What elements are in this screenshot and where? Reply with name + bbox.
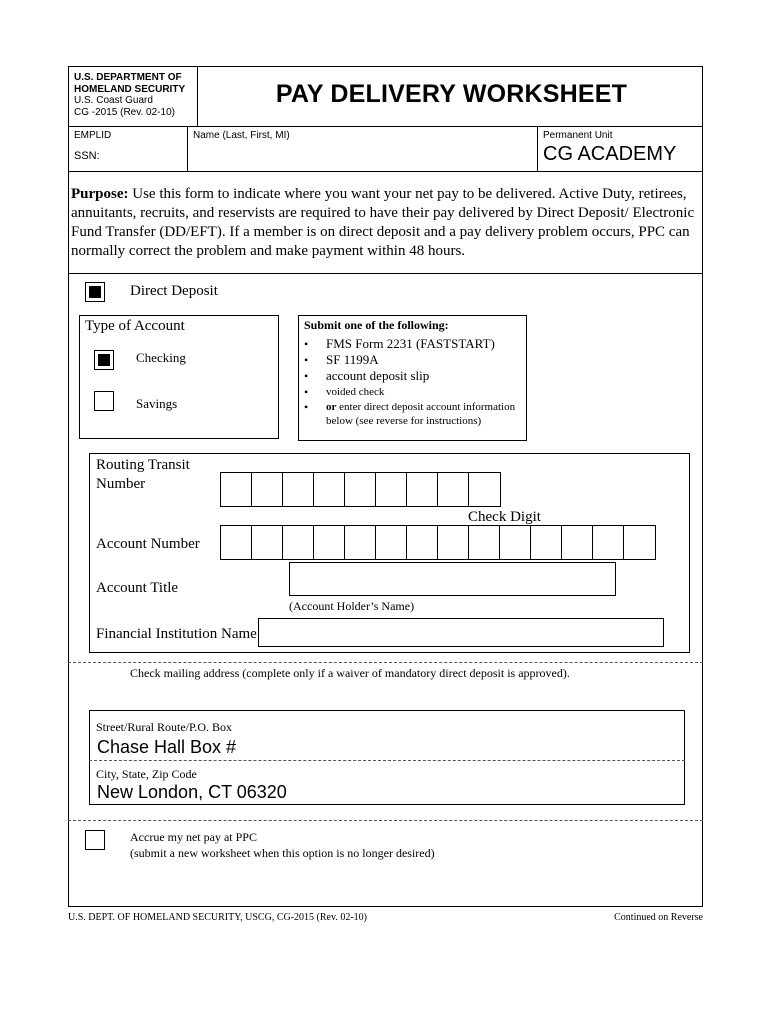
direct-deposit-checkbox[interactable] [85,282,105,302]
accrue-line1: Accrue my net pay at PPC [130,830,257,844]
agency-line2: HOMELAND SECURITY [74,83,186,95]
agency-line1: U.S. DEPARTMENT OF [74,72,182,83]
savings-checkbox[interactable] [94,391,114,411]
routing-digit-cell[interactable] [376,473,407,506]
routing-digit-cell[interactable] [407,473,438,506]
purpose-text: Use this form to indicate where you want your net pay to be delivered. Active Duty, retirees, annuitants, recruits, and reservists are required to have their pay delivered by Direct Deposit/ Electronic Fund Transfer (DD/EFT). If a member is on direct deposit and a pay delivery problem occurs, PPC can normally correct the problem and make payment within 48 hours. [71,186,695,259]
footer-left: U.S. DEPT. OF HOMELAND SECURITY, USCG, CG-2015 (Rev. 02-10) [68,912,367,923]
account-title-field[interactable] [289,562,616,596]
institution-field[interactable] [258,618,664,647]
submit-item: • account deposit slip [298,368,523,384]
header-bottom-line [68,126,703,127]
direct-deposit-label: Direct Deposit [130,283,218,299]
or-word: or [326,401,337,413]
id-divider-2 [537,126,538,171]
agency-block [74,72,196,118]
check-digit-label: Check Digit [468,509,541,525]
city-value[interactable]: New London, CT 06320 [97,782,287,802]
account-type-title: Type of Account [85,318,185,334]
account-digit-cell[interactable] [562,526,593,559]
routing-label [96,456,190,494]
submit-list [298,336,523,428]
submit-title: Submit one of the following: [304,318,449,332]
submit-item: • voided check [298,384,523,400]
savings-label: Savings [136,396,178,411]
account-digit-cell[interactable] [283,526,314,559]
routing-digit-cell[interactable] [221,473,252,506]
accrue-line2: (submit a new worksheet when this option is no longer desired) [130,846,435,860]
purpose-label: Purpose: [71,186,129,202]
routing-digit-cell[interactable] [345,473,376,506]
routing-digit-cell[interactable] [252,473,283,506]
account-digit-cell[interactable] [407,526,438,559]
account-digit-cell[interactable] [624,526,655,559]
account-digit-cell[interactable] [531,526,562,559]
checking-label: Checking [136,350,186,365]
mailing-instruction: Check mailing address (complete only if a waiver of mandatory direct deposit is approved). [130,666,570,680]
account-digit-cell[interactable] [314,526,345,559]
routing-check-digit-cell[interactable] [469,473,500,506]
ssn-label: SSN: [74,150,100,162]
form-id: CG -2015 (Rev. 02-10) [74,106,175,118]
account-holder-caption: (Account Holder’s Name) [289,599,415,613]
unit-value[interactable]: CG ACADEMY [543,143,677,165]
account-number-label: Account Number [96,536,200,552]
street-value[interactable]: Chase Hall Box # [97,737,237,757]
id-row-bottom-line [68,171,703,172]
submit-item: • FMS Form 2231 (FASTSTART) [298,336,523,352]
accrue-text [130,829,435,861]
submit-last-text: enter direct deposit account information below (see reverse for instructions) [326,401,516,427]
footer-right: Continued on Reverse [614,912,703,923]
emplid-label: EMPLID [74,130,112,141]
account-number-cells[interactable] [220,525,656,560]
submit-item-last [298,400,523,428]
checking-checkbox[interactable] [94,350,114,370]
account-digit-cell[interactable] [469,526,500,559]
routing-label-line2: Number [96,476,146,492]
routing-label-line1: Routing Transit [96,457,190,473]
routing-digit-cell[interactable] [438,473,469,506]
account-digit-cell[interactable] [438,526,469,559]
account-digit-cell[interactable] [252,526,283,559]
mailing-divider [68,662,703,663]
street-city-divider [89,760,685,761]
accrue-checkbox[interactable] [85,830,105,850]
unit-label: Permanent Unit [543,130,613,141]
institution-label: Financial Institution Name [96,626,257,642]
header-divider [197,66,198,127]
routing-number-cells[interactable] [220,472,501,507]
account-digit-cell[interactable] [376,526,407,559]
name-label: Name (Last, First, MI) [193,130,290,141]
routing-digit-cell[interactable] [314,473,345,506]
city-label: City, State, Zip Code [96,767,197,781]
purpose-paragraph [71,185,701,261]
account-digit-cell[interactable] [345,526,376,559]
submit-item: • SF 1199A [298,352,523,368]
account-digit-cell[interactable] [593,526,624,559]
account-digit-cell[interactable] [221,526,252,559]
account-title-label: Account Title [96,580,179,596]
account-digit-cell[interactable] [500,526,531,559]
purpose-bottom-line [68,273,703,274]
subagency: U.S. Coast Guard [74,95,153,106]
street-label: Street/Rural Route/P.O. Box [96,720,232,734]
id-divider-1 [187,126,188,171]
form-title: PAY DELIVERY WORKSHEET [275,80,628,108]
accrue-divider [68,820,703,821]
routing-digit-cell[interactable] [283,473,314,506]
